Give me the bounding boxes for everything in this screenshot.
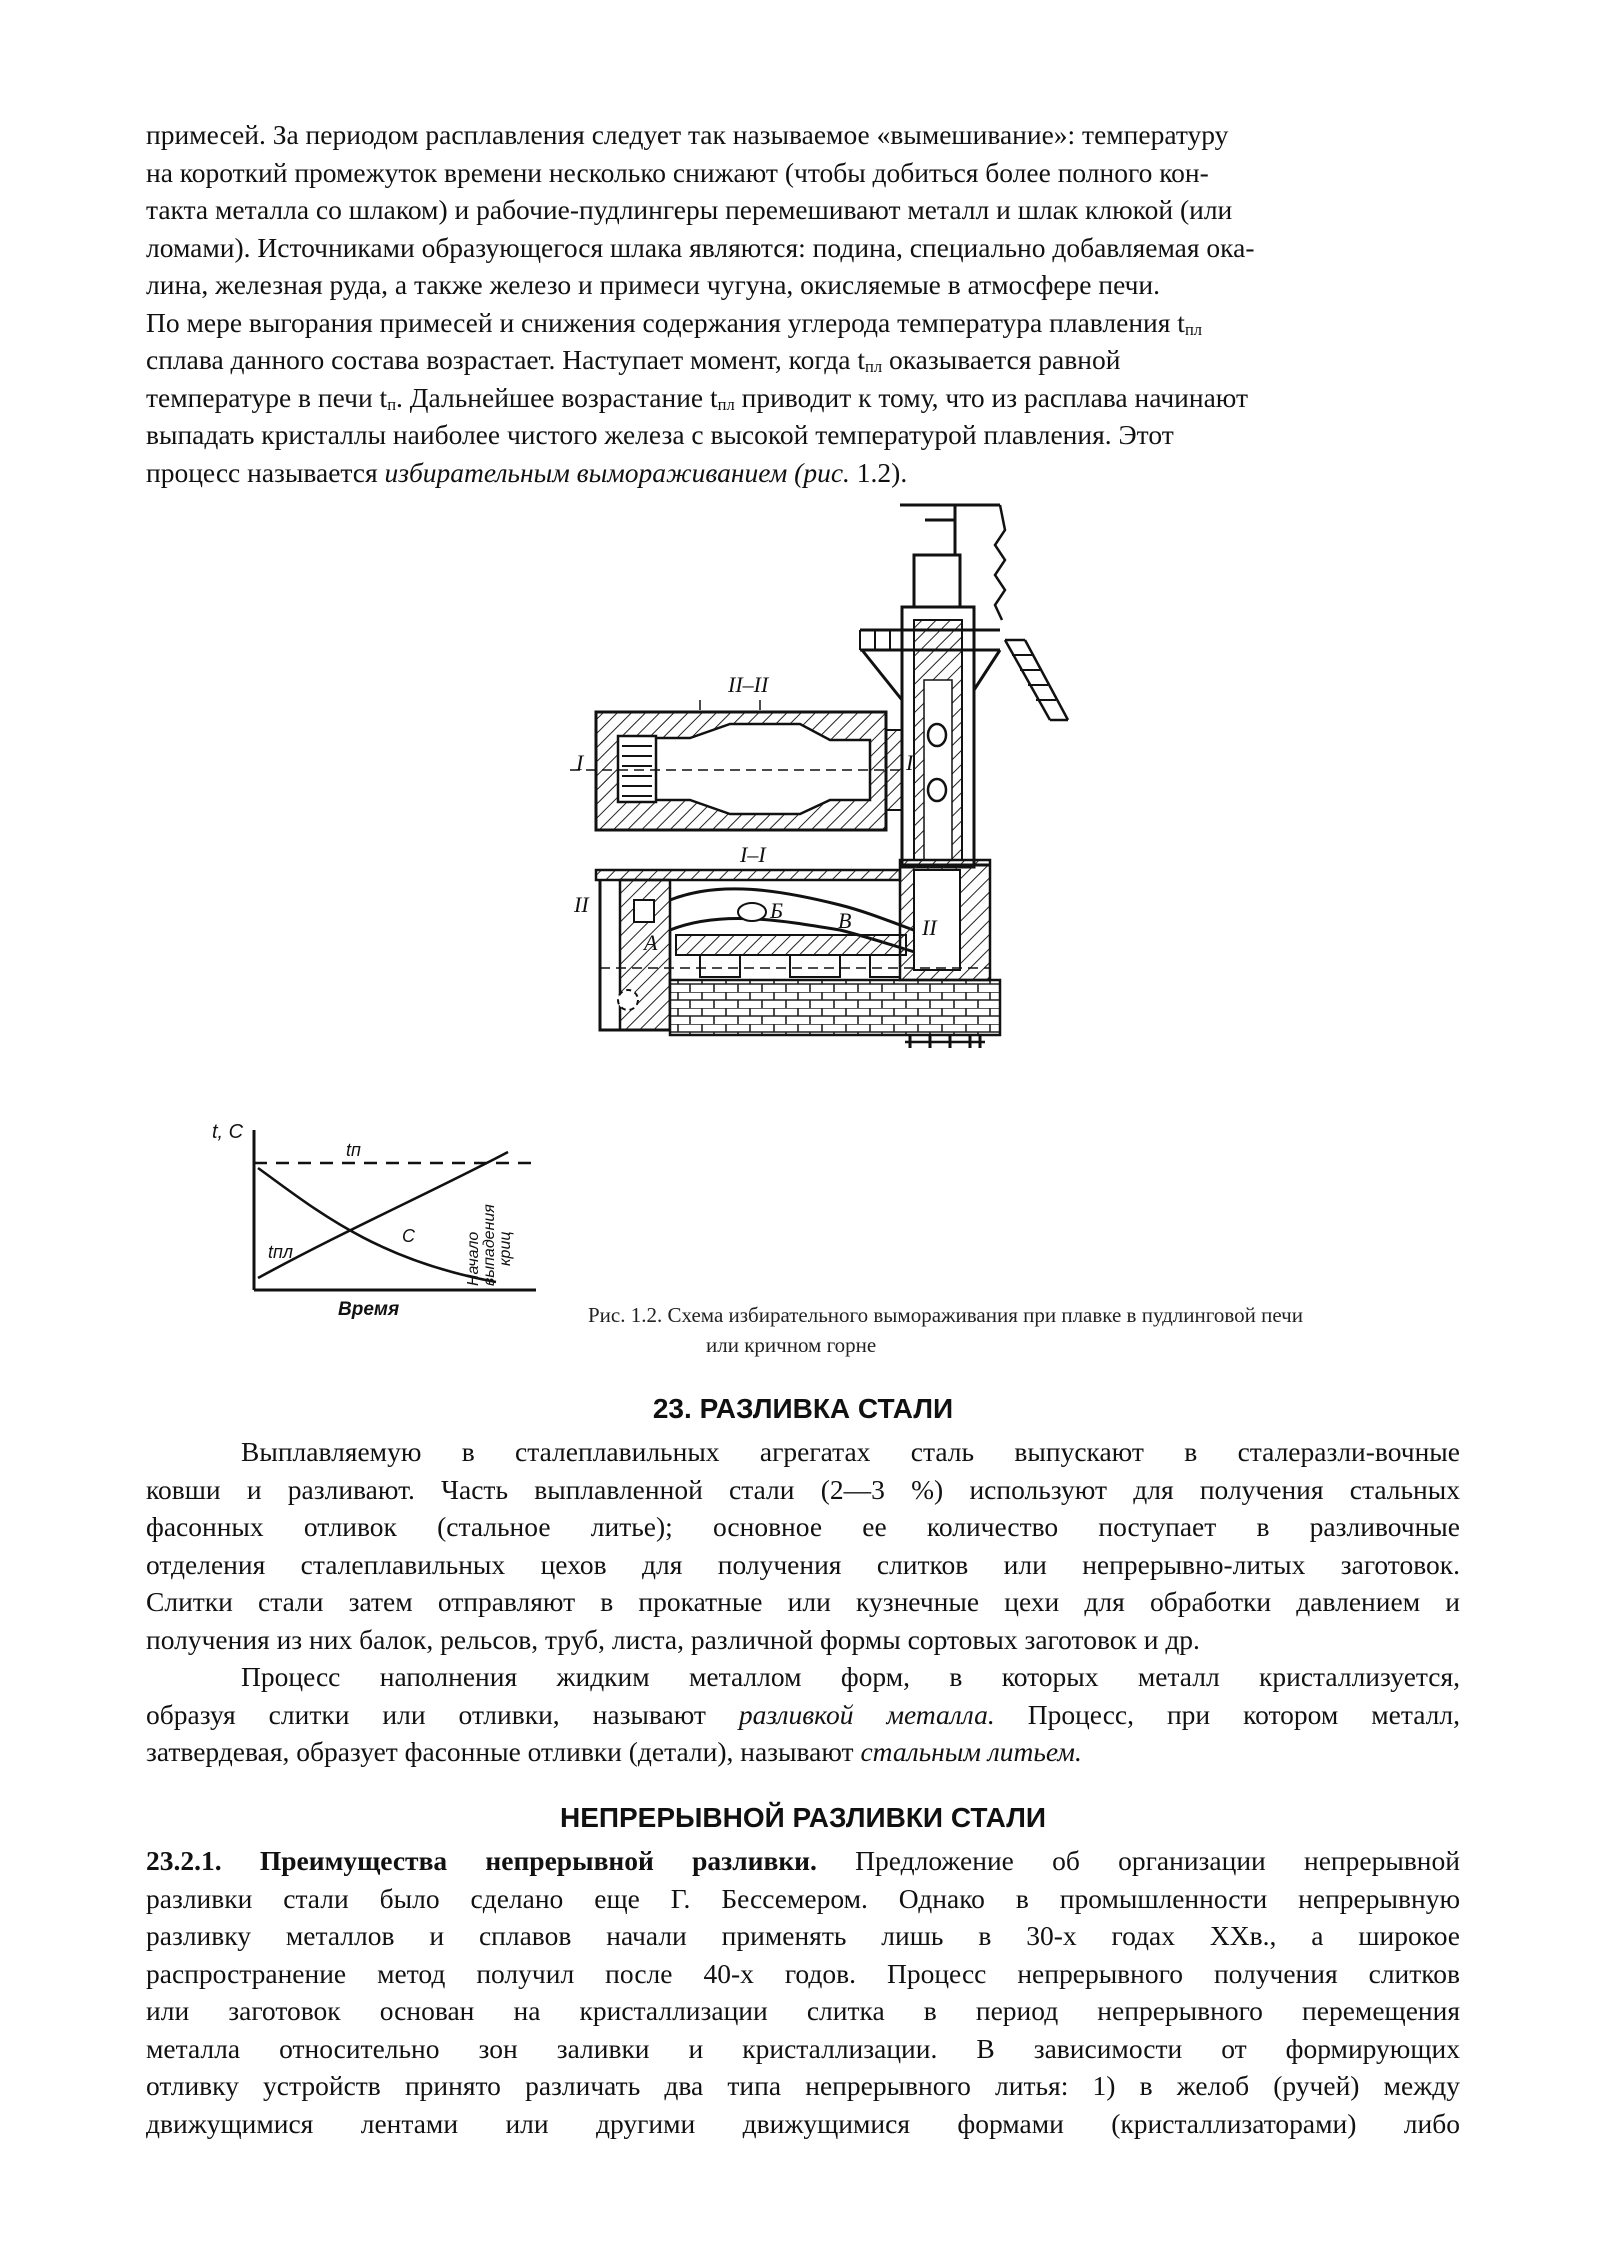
tp-label: tп	[346, 1140, 361, 1160]
subsection-heading: НЕПРЕРЫВНОЙ РАЗЛИВКИ СТАЛИ	[559, 1802, 1047, 1833]
label-section-mid: I–I	[740, 842, 766, 867]
text-line: Процесс наполнения жидким металлом форм, в которых металл кристаллизуется,	[241, 1661, 1460, 1692]
text-line: ломами). Источниками образующегося шлака являются: подина, специально добавляемая ока-	[146, 231, 1255, 263]
label-I-top: I	[576, 750, 584, 775]
text-line: образуя слитки или отливки, называют разливкой металла. Процесс, при котором металл,	[146, 1698, 1460, 1730]
tpl-label: tпл	[268, 1242, 294, 1262]
label-section-top: II–II	[728, 672, 769, 697]
section-heading: 23. РАЗЛИВКА СТАЛИ	[652, 1393, 954, 1424]
onset-label-3: криц	[497, 1231, 514, 1266]
label-A: А	[644, 930, 658, 955]
onset-label-2: выпадения	[481, 1204, 498, 1286]
text-line: Выплавляемую в сталеплавильных агрегатах сталь выпускают в сталеразли-вочные	[241, 1436, 1460, 1467]
caption-line: или кричном горне	[706, 1333, 877, 1357]
text-line: затвердевая, образует фасонные отливки (детали), называют стальным литьем.	[146, 1736, 1082, 1767]
text-line: По мере выгорания примесей и снижения содержания углерода температура плавления $t_{пл}$	[146, 306, 1203, 339]
y-axis-label: t, C	[212, 1121, 244, 1143]
text-line: сплава данного состава возрастает. Наступает момент, когда $t_{пл}$ оказывается равной	[146, 344, 1121, 376]
onset-label-1: Начало	[465, 1231, 482, 1286]
text-line: получения из них балок, рельсов, труб, листа, различной формы сортовых заготовок и др.	[146, 1623, 1200, 1655]
plan-section	[570, 700, 906, 830]
text-line: распространение метод получил после 40-х годов. Процесс непрерывного получения слитков	[146, 1957, 1460, 1989]
label-V: В	[838, 908, 852, 933]
c-label: С	[402, 1226, 415, 1246]
text-line: лина, железная руда, а также железо и примеси чугуна, окисляемые в атмосфере печи.	[146, 269, 1161, 300]
text-line: ковши и разливают. Часть выплавленной стали (2—3 %) используют для получения стальных	[146, 1473, 1460, 1505]
label-II-left: II	[574, 892, 589, 917]
figure-caption	[588, 1300, 1303, 1360]
text-line: такта металла со шлаком) и рабочие-пудлингеры перемешивают металл и шлак клюкой (или	[146, 194, 1233, 225]
text-line: разливку металлов и сплавов начали применять лишь в 30-х годах ХХв., а широкое	[146, 1920, 1460, 1951]
text-line: разливки стали было сделано еще Г. Бессемером. Однако в промышленности непрерывную	[146, 1882, 1460, 1914]
label-I-right: I	[906, 750, 914, 775]
text-line: выпадать кристаллы наиболее чистого железа с высокой температурой плавления. Этот	[146, 419, 1174, 450]
text-line: температуре в печи $t_п$. Дальнейшее возрастание $t_{пл}$ приводит к тому, что из расплава начинают	[146, 381, 1248, 414]
section-23-body	[146, 1433, 1460, 1771]
label-II-right: II	[922, 915, 937, 940]
continuous-casting-body	[146, 1842, 1460, 2142]
temperature-chart	[206, 1110, 546, 1320]
text-line: Слитки стали затем отправляют в прокатные или кузнечные цехи для обработки давлением и	[146, 1586, 1460, 1617]
text-line: или заготовок основан на кристаллизации слитка в период непрерывного перемещения	[146, 1995, 1460, 2026]
text-line: на короткий промежуток времени несколько снижают (чтобы добиться более полного кон-	[146, 156, 1209, 188]
label-B: Б	[770, 898, 783, 923]
text-line: примесей. За периодом расплавления следует так называемое «вымешивание»: температуру	[146, 119, 1229, 150]
c-curve	[258, 1168, 496, 1282]
text-line: процесс называется избирательным вымораживанием (рис. 1.2).	[146, 456, 908, 488]
text-line: движущимися лентами или другими движущимися формами (кристаллизаторами) либо	[146, 2107, 1460, 2139]
text-line: металла относительно зон заливки и кристаллизации. В зависимости от формирующих	[146, 2032, 1460, 2064]
chimney	[860, 505, 1068, 867]
text-line: отливку устройств принято различать два типа непрерывного литья: 1) в желоб (ручей) между	[146, 2070, 1460, 2101]
text-line: фасонных отливок (стальное литье); основное ее количество поступает в разливочные	[146, 1511, 1460, 1542]
x-axis-label: Время	[338, 1299, 400, 1320]
caption-line: Рис. 1.2. Схема избирательного вымораживания при плавке в пудлинговой печи	[588, 1303, 1303, 1327]
text-line: отделения сталеплавильных цехов для получения слитков или непрерывно-литых заготовок.	[146, 1548, 1460, 1580]
text-line: 23.2.1. Преимущества непрерывной разливки. Предложение об организации непрерывной	[146, 1845, 1460, 1876]
